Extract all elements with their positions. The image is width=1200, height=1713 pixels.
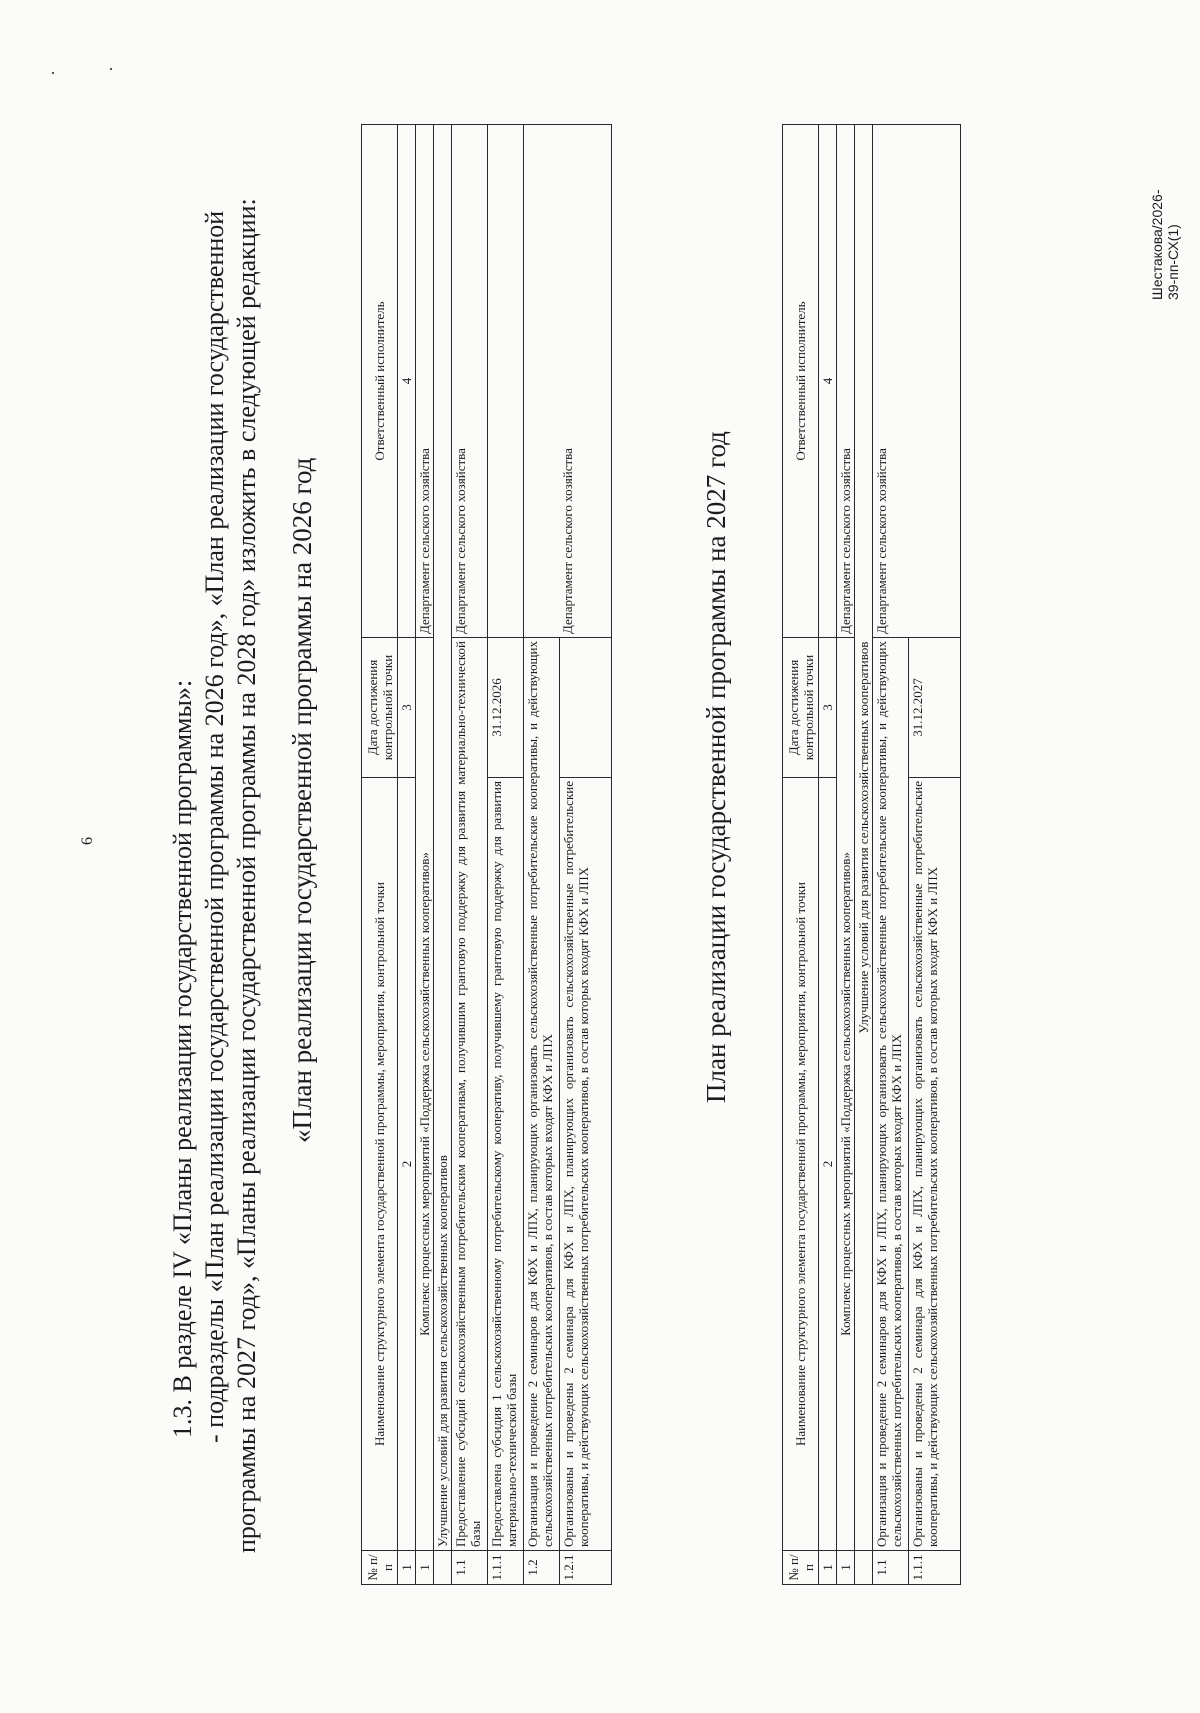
table-row <box>873 125 909 1585</box>
column-number-row <box>819 125 837 1585</box>
table-row <box>452 125 488 1585</box>
row-date: 31.12.2026 <box>488 638 524 778</box>
intro-line-2: - подразделы «План реализации государственной программы на 2026 год», «План реализации государственной <box>200 210 229 1443</box>
table-row <box>837 125 855 1585</box>
header-num: № п/п <box>783 1551 819 1585</box>
row-num: 1.1 <box>452 1551 488 1585</box>
col-number: 4 <box>398 125 416 638</box>
col-number: 1 <box>398 1551 416 1585</box>
row-num: 1 <box>837 1551 855 1585</box>
row-exec: Департамент сельского хозяйства <box>416 125 434 638</box>
row-text: Предоставлена субсидия 1 сельскохозяйственному потребительскому кооперативу, получившему грантовую поддержку для развития материально-технической базы <box>488 778 524 1551</box>
row-text: Организация и проведение 2 семинаров для КФХ и ЛПХ, планирующих организовать сельскохозяйственные потребительские кооперативы, и действующих сельскохозяйственных потребительских кооперативов, в состав которых входят КФХ и ЛПХ <box>524 638 560 1551</box>
row-exec: Департамент сельского хозяйства <box>524 125 612 638</box>
table-row <box>524 125 560 1585</box>
table-row <box>855 125 873 1585</box>
header-exec: Ответственный исполнитель <box>783 125 819 638</box>
intro-line-3: программы на 2027 год», «Планы реализации государственной программы на 2028 год» изложить в следующей редакции: <box>232 198 261 1553</box>
row-text: Организованы и проведены 2 семинара для КФХ и ЛПХ, планирующих организовать сельскохозяйственные потребительские кооперативы, и действующих сельскохозяйственных потребительских кооперативов, в состав которых входят КФХ и ЛПХ <box>560 778 612 1551</box>
complex-name: Комплекс процессных мероприятий «Поддержка сельскохозяйственных кооперативов» <box>416 638 434 1551</box>
page-number: 6 <box>79 837 96 845</box>
col-number: 3 <box>398 638 416 778</box>
header-date: Дата достижения контрольной точки <box>783 638 819 778</box>
col-number: 3 <box>819 638 837 778</box>
header-exec: Ответственный исполнитель <box>362 125 398 638</box>
row-num: 1.2 <box>524 1551 560 1585</box>
column-number-row <box>398 125 416 1585</box>
row-date: 31.12.2027 <box>909 638 961 778</box>
row-text: Организованы и проведены 2 семинара для КФХ и ЛПХ, планирующих организовать сельскохозяйственные потребительские кооперативы, и действующих сельскохозяйственных потребительских кооперативов, в состав которых входят КФХ и ЛПХ <box>909 778 961 1551</box>
col-number: 1 <box>819 1551 837 1585</box>
row-text: Организация и проведение 2 семинаров для КФХ и ЛПХ, планирующих организовать сельскохозяйственные потребительские кооперативы, и действующих сельскохозяйственных потребительских кооперативов, в состав которых входят КФХ и ЛПХ <box>873 638 909 1551</box>
row-num: 1 <box>416 1551 434 1585</box>
table-header-row <box>362 125 398 1585</box>
header-name: Наименование структурного элемента государственной программы, мероприятия, контрольной точки <box>783 778 819 1551</box>
row-num: 1.1.1 <box>488 1551 524 1585</box>
plan-2027-title: План реализации государственной программы на 2027 год <box>701 431 731 1103</box>
col-number: 2 <box>819 778 837 1551</box>
intro-line-1: 1.3. В разделе IV «Планы реализации государственной программы»: <box>168 679 197 1438</box>
plan-2026-title: «План реализации государственной программы на 2026 год <box>287 457 317 1143</box>
plan-2026-table <box>361 124 612 1585</box>
table-header-row <box>783 125 819 1585</box>
row-exec: Департамент сельского хозяйства <box>452 125 488 638</box>
table-row <box>416 125 434 1585</box>
table-row <box>488 125 524 1585</box>
row-exec: Департамент сельского хозяйства <box>873 125 961 638</box>
col-number: 2 <box>398 778 416 1551</box>
table-row <box>434 125 452 1585</box>
row-num: 1.1 <box>873 1551 909 1585</box>
row-text: Предоставление субсидий сельскохозяйственным потребительским кооперативам, получившим грантовую поддержку для развития материально-технической базы <box>452 638 488 1551</box>
header-name: Наименование структурного элемента государственной программы, мероприятия, контрольной точки <box>362 778 398 1551</box>
task-name: Улучшение условий для развития сельскохозяйственных кооперативов <box>434 125 452 1551</box>
task-name: Улучшение условий для развития сельскохозяйственных кооперативов <box>855 125 873 1551</box>
header-num: № п/п <box>362 1551 398 1585</box>
plan-2027-table <box>782 124 961 1585</box>
document-footer-code: Шестакова/2026-39-пп-СХ(1) <box>1149 189 1181 300</box>
header-date: Дата достижения контрольной точки <box>362 638 398 778</box>
row-exec: Департамент сельского хозяйства <box>837 125 855 638</box>
complex-name: Комплекс процессных мероприятий «Поддержка сельскохозяйственных кооперативов» <box>837 638 855 1551</box>
row-num: 1.2.1 <box>560 1551 612 1585</box>
row-num: 1.1.1 <box>909 1551 961 1585</box>
col-number: 4 <box>819 125 837 638</box>
